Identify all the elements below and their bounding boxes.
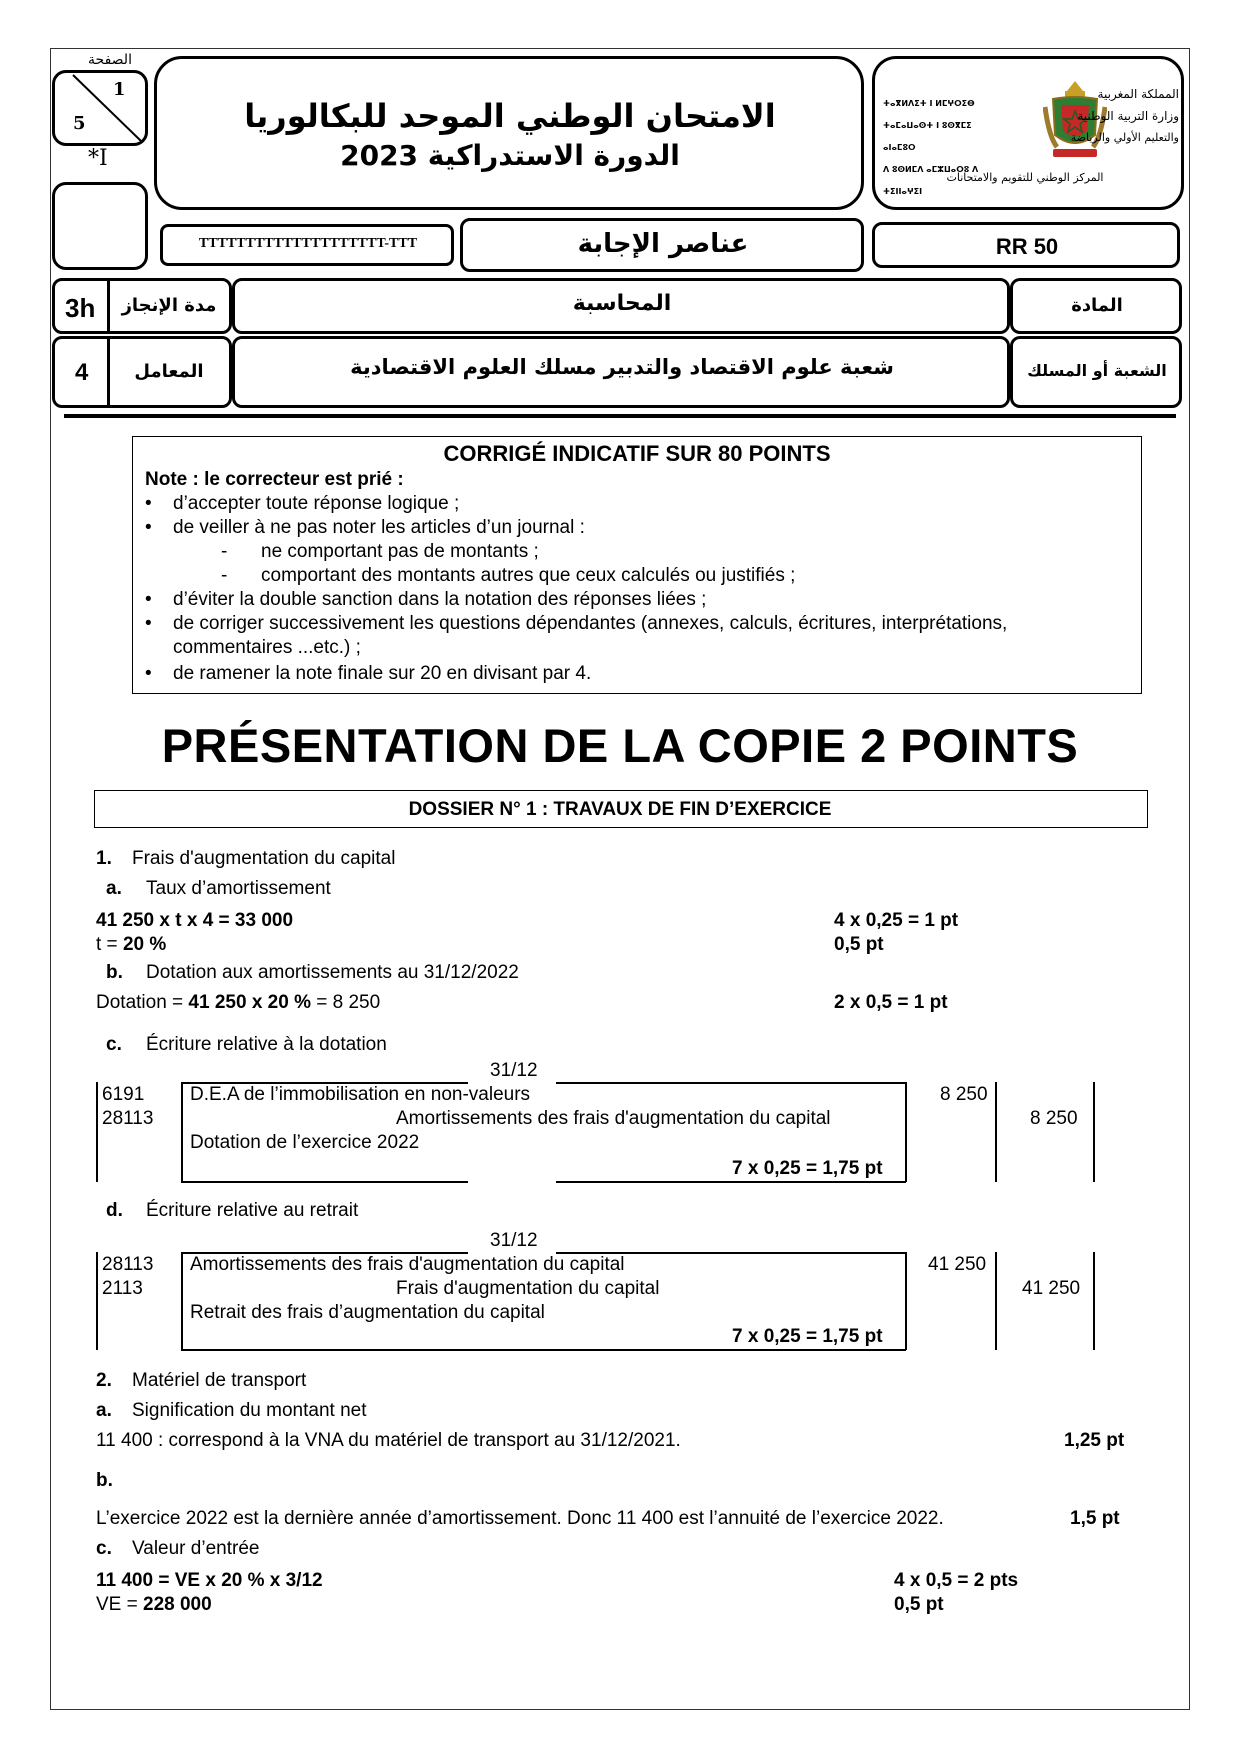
duration-label: مدة الإنجاز (121, 295, 217, 316)
subject-label-box (1010, 278, 1182, 334)
note-bullet-3-text: d’éviter la double sanction dans la notation des réponses liées ; (173, 589, 707, 610)
answer-elements-box (460, 218, 864, 272)
note-bullet-1 (145, 493, 459, 515)
note-bullet-4-cont: commentaires ...etc.) ; (173, 637, 361, 658)
bullet-icon: • (145, 493, 152, 514)
bullet-icon: • (145, 663, 152, 684)
q2-heading (96, 1370, 306, 1392)
bullet-icon: • (145, 613, 152, 634)
page-number-divider (55, 73, 145, 143)
q1a-result (96, 934, 166, 956)
q1d-label: d. (106, 1200, 123, 1221)
q1b-prefix: Dotation = (96, 992, 189, 1013)
tifinagh-line-3: ⴷ ⵓⵙⵍⵎⴷ ⴰⵎⵣⵡⴰⵔⵓ ⴷ ⵜⵉⵏⵏⴰⵖⵉⵏ (883, 165, 979, 196)
journal2-account-1: 28113 (102, 1254, 154, 1275)
subject-box (232, 278, 1010, 334)
q1c-heading (106, 1034, 387, 1056)
q1b-title: Dotation aux amortissements au 31/12/2022 (146, 962, 519, 983)
q2c-result-prefix: VE = (96, 1594, 143, 1615)
journal1-line-3: Dotation de l’exercice 2022 (190, 1132, 420, 1153)
q1a-result-prefix: t = (96, 934, 123, 955)
q1d-title: Écriture relative au retrait (146, 1200, 359, 1221)
coef-value: 4 (75, 359, 89, 386)
exam-title-box (154, 56, 864, 210)
blank-box (52, 182, 148, 270)
q1a-equation: 41 250 x t x 4 = 33 000 (96, 910, 294, 931)
q1c-title: Écriture relative à la dotation (146, 1034, 387, 1055)
journal1-credit-right (1093, 1082, 1095, 1182)
ministry-line-2: وزارة التربية الوطنية (1077, 109, 1179, 123)
q2c-label: c. (96, 1538, 112, 1559)
note-bullet-3 (145, 589, 706, 611)
note-dash-1 (221, 541, 539, 563)
journal2-date: 31/12 (490, 1230, 538, 1251)
page-current: 1 (113, 79, 126, 100)
q2c-result-value: 228 000 (143, 1594, 212, 1615)
bullet-icon: • (145, 589, 152, 610)
code-box (160, 224, 454, 266)
note-dash-2-text: comportant des montants autres que ceux calculés ou justifiés ; (261, 565, 796, 586)
dash-icon: - (221, 565, 228, 586)
journal2-credit-right (1093, 1252, 1095, 1350)
journal2-line-2: Frais d'augmentation du capital (396, 1278, 660, 1299)
journal1-points: 7 x 0,25 = 1,75 pt (732, 1158, 883, 1179)
journal2-left-border (96, 1252, 98, 1350)
q1a-result-points: 0,5 pt (834, 934, 884, 955)
q1a-title: Taux d’amortissement (146, 878, 331, 899)
ministry-line-3: والتعليم الأولي والرياضة (1070, 131, 1179, 144)
branch-label-box (1010, 336, 1182, 408)
journal1-desc-right (905, 1082, 907, 1182)
branch-value: شعبة علوم الاقتصاد والتدبير مسلك العلوم الاقتصادية (350, 355, 894, 379)
q2c-title: Valeur d’entrée (132, 1538, 260, 1559)
coef-label: المعامل (134, 361, 204, 382)
subject-label: المادة (1071, 295, 1123, 316)
note-bullet-1-text: d’accepter toute réponse logique ; (173, 493, 460, 514)
answer-elements-title: عناصر الإجابة (577, 229, 749, 259)
journal2-points: 7 x 0,25 = 1,75 pt (732, 1326, 883, 1347)
duration-divider (107, 281, 110, 331)
journal2-line-1: Amortissements des frais d'augmentation du capital (190, 1254, 625, 1275)
journal1-desc-left (181, 1082, 183, 1182)
journal1-top-right (556, 1082, 906, 1084)
q1a-equation-points: 4 x 0,25 = 1 pt (834, 910, 959, 931)
exam-title: الامتحان الوطني الموحد للبكالوريا (244, 97, 776, 135)
ref-code: RR 50 (995, 234, 1059, 259)
duration-value: 3h (65, 293, 96, 323)
branch-label: الشعبة أو المسلك (1027, 361, 1167, 380)
presentation-title: PRÉSENTATION DE LA COPIE 2 POINTS (161, 719, 1079, 772)
journal1-debit-right (995, 1082, 997, 1182)
page-number-label: الصفحة (88, 52, 132, 68)
header-rule (64, 414, 1176, 418)
q2a-label: a. (96, 1400, 112, 1421)
duration-box (52, 278, 232, 334)
q1b-suffix: = 8 250 (310, 992, 381, 1013)
q2b-label: b. (96, 1470, 113, 1491)
note-bullet-2-text: de veiller à ne pas noter les articles d’un journal : (173, 517, 585, 538)
dossier-title: DOSSIER N° 1 : TRAVAUX DE FIN D’EXERCICE (408, 799, 832, 820)
q2a-text: 11 400 : correspond à la VNA du matériel de transport au 31/12/2021. (96, 1430, 681, 1451)
q2c-result-points: 0,5 pt (894, 1594, 944, 1615)
ministry-line-1: المملكة المغربية (1097, 87, 1179, 101)
page-total: 5 (73, 113, 86, 134)
q1d-heading (106, 1200, 358, 1222)
q1a-label: a. (106, 878, 122, 899)
journal2-desc-left (181, 1252, 183, 1350)
exam-session: الدورة الاستدراكية 2023 (340, 139, 680, 172)
q2-title: Matériel de transport (132, 1370, 307, 1391)
q1b-dotation (96, 992, 380, 1014)
note-bullet-5 (145, 663, 591, 685)
coef-divider (107, 339, 110, 405)
journal1-bottom-left (181, 1181, 468, 1183)
coef-box (52, 336, 232, 408)
journal2-debit: 41 250 (928, 1254, 987, 1275)
ministry-tifinagh-block (883, 93, 993, 203)
q1b-points: 2 x 0,5 = 1 pt (834, 992, 948, 1013)
q2c-equation-points: 4 x 0,5 = 2 pts (894, 1570, 1019, 1591)
q1b-label: b. (106, 962, 123, 983)
page-code: *I (88, 146, 108, 171)
note-dash-1-text: ne comportant pas de montants ; (261, 541, 539, 562)
branch-box (232, 336, 1010, 408)
tifinagh-line-2: ⵜⴰⵎⴰⵡⴰⵙⵜ ⵏ ⵓⵙⴳⵎⵉ ⴰⵏⴰⵎⵓⵔ (883, 121, 972, 152)
note-title: CORRIGÉ INDICATIF SUR 80 POINTS (443, 441, 831, 466)
exam-code: TTTTTTTTTTTTTTTTTTTT-TTT (198, 236, 418, 251)
note-bullet-2 (145, 517, 585, 539)
q1b-heading (106, 962, 519, 984)
ministry-line-4: المركز الوطني للتقويم والامتحانات (946, 171, 1104, 184)
subject-value: المحاسبة (572, 291, 672, 316)
q2b-points: 1,5 pt (1070, 1508, 1120, 1529)
journal2-credit: 41 250 (1022, 1278, 1081, 1299)
q2a-points: 1,25 pt (1064, 1430, 1125, 1451)
q1b-formula: 41 250 x 20 % (188, 992, 311, 1013)
dash-icon: - (221, 541, 228, 562)
q2b-text: L’exercice 2022 est la dernière année d’amortissement. Donc 11 400 est l’annuité de l’exercice 2022. (96, 1508, 944, 1529)
note-bullet-5-text: de ramener la note finale sur 20 en divisant par 4. (173, 663, 592, 684)
journal1-left-border (96, 1082, 98, 1182)
journal1-date: 31/12 (490, 1060, 538, 1081)
journal2-desc-right (905, 1252, 907, 1350)
q2a-title: Signification du montant net (132, 1400, 367, 1421)
q2c-result (96, 1594, 212, 1616)
note-bullet-4 (145, 613, 1007, 635)
bullet-icon: • (145, 517, 152, 538)
tifinagh-line-1: ⵜⴰⴳⵍⴷⵉⵜ ⵏ ⵍⵎⵖⵔⵉⴱ (883, 99, 975, 108)
journal1-bottom-right (556, 1181, 906, 1183)
dossier-box (94, 790, 1148, 828)
journal2-account-2: 2113 (102, 1278, 143, 1299)
q1-number: 1. (96, 848, 112, 869)
q1a-result-value: 20 % (122, 934, 167, 955)
journal2-line-3: Retrait des frais d’augmentation du capital (190, 1302, 545, 1323)
q1-heading (96, 848, 395, 870)
ref-box (872, 222, 1180, 268)
page-number-box (52, 70, 148, 146)
journal1-line-2: Amortissements des frais d'augmentation du capital (396, 1108, 831, 1129)
note-intro: Note : le correcteur est prié : (145, 469, 404, 490)
q2-number: 2. (96, 1370, 112, 1391)
journal2-debit-right (995, 1252, 997, 1350)
journal1-account-2: 28113 (102, 1108, 154, 1129)
journal1-credit: 8 250 (1030, 1108, 1078, 1129)
journal1-account-1: 6191 (102, 1084, 145, 1105)
note-box (132, 436, 1142, 694)
q2c-equation: 11 400 = VE x 20 % x 3/12 (96, 1570, 323, 1591)
q1-title: Frais d'augmentation du capital (132, 848, 396, 869)
q1c-label: c. (106, 1034, 122, 1055)
ministry-box (872, 56, 1184, 210)
q2a-heading (96, 1400, 367, 1422)
journal1-debit: 8 250 (940, 1084, 988, 1105)
journal2-bottom (181, 1349, 906, 1351)
note-dash-2 (221, 565, 795, 587)
journal1-line-1: D.E.A de l’immobilisation en non-valeurs (190, 1084, 531, 1105)
ministry-arabic-block (1061, 83, 1179, 149)
q1a-heading (106, 878, 331, 900)
note-bullet-4-text: de corriger successivement les questions dépendantes (annexes, calculs, écritures, interprétations, (173, 613, 1008, 634)
q2c-heading (96, 1538, 259, 1560)
